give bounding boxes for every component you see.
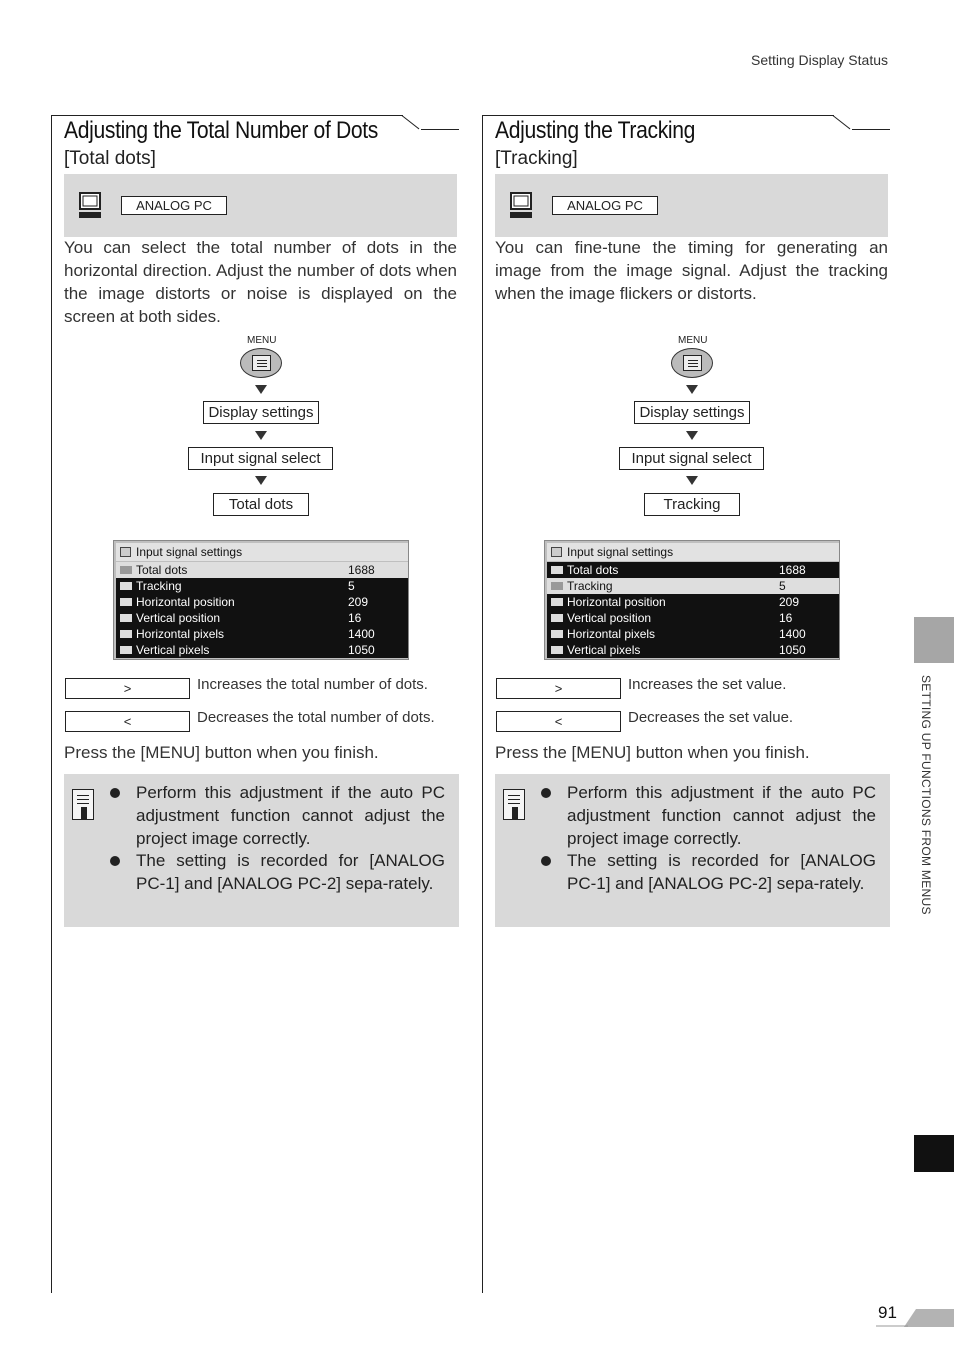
screen-icon [551, 566, 563, 574]
pixels-icon [551, 630, 563, 638]
chapter-tab-black [914, 1135, 954, 1172]
note-item: Perform this adjustment if the auto PC adjustment function cannot adjust the project image correctly. [110, 781, 445, 850]
finish-instruction: Press the [MENU] button when you finish. [64, 743, 379, 762]
flow-step-display-settings: Display settings [634, 401, 750, 424]
osd-input-signal-settings [113, 540, 409, 660]
section-title: Adjusting the Tracking [495, 117, 696, 144]
osd-row-tracking: Tracking 5 [547, 578, 839, 594]
osd-row-horizontal-position: Horizontal position 209 [547, 594, 839, 610]
screen-icon [120, 566, 132, 574]
osd-title: Input signal settings [547, 543, 839, 561]
column-rule [51, 115, 52, 1293]
osd-row-horizontal-pixels: Horizontal pixels 1400 [116, 626, 408, 642]
section-tracking [482, 115, 888, 1293]
menu-button-label: MENU [678, 335, 708, 346]
pixels-icon [551, 646, 563, 654]
osd-row-vertical-position: Vertical position 16 [547, 610, 839, 626]
right-key-button: > [65, 678, 190, 699]
flow-step-total-dots: Total dots [213, 493, 309, 516]
position-icon [551, 598, 563, 606]
osd-row-total-dots: Total dots 1688 [547, 562, 839, 578]
down-arrow-icon [686, 476, 698, 485]
osd-title: Input signal settings [116, 543, 408, 561]
section-description: You can select the total number of dots in the horizontal direction. Adjust the number of dots when the image distorts or noise is displayed on the screen at both sides. [64, 238, 457, 326]
tracking-icon [120, 582, 132, 590]
bullet-icon [110, 788, 120, 798]
computer-icon [509, 192, 533, 219]
right-key-description: Increases the set value. [628, 676, 787, 693]
down-arrow-icon [686, 431, 698, 440]
osd-row-vertical-position: Vertical position 16 [116, 610, 408, 626]
memo-icon [503, 789, 525, 820]
position-icon [120, 598, 132, 606]
analog-pc-badge: ANALOG PC [552, 196, 658, 215]
down-arrow-icon [686, 385, 698, 394]
tracking-icon [551, 582, 563, 590]
memo-icon [72, 789, 94, 820]
title-rule-slant [401, 115, 419, 129]
osd-row-horizontal-position: Horizontal position 209 [116, 594, 408, 610]
down-arrow-icon [255, 385, 267, 394]
osd-row-horizontal-pixels: Horizontal pixels 1400 [547, 626, 839, 642]
left-key-button: < [65, 711, 190, 732]
input-mode-band [495, 174, 888, 237]
page-header-title: Setting Display Status [751, 52, 888, 68]
chapter-tab-gray [914, 617, 954, 663]
right-key-description: Increases the total number of dots. [197, 676, 428, 693]
column-rule [482, 115, 483, 1293]
section-description: You can fine-tune the timing for generating an image from the image signal. Adjust the tracking when the image flickers or distorts. [495, 238, 888, 303]
bullet-icon [541, 856, 551, 866]
osd-input-signal-settings [544, 540, 840, 660]
note-box [64, 774, 459, 927]
flow-step-input-signal-select: Input signal select [619, 447, 764, 470]
section-subtitle: [Total dots] [64, 148, 156, 169]
section-subtitle: [Tracking] [495, 148, 578, 169]
bullet-icon [110, 856, 120, 866]
position-icon [120, 614, 132, 622]
title-rule [51, 115, 403, 116]
input-mode-band [64, 174, 457, 237]
note-item: The setting is recorded for [ANALOG PC-1] and [ANALOG PC-2] sepa-rately. [541, 849, 876, 895]
note-box [495, 774, 890, 927]
osd-row-vertical-pixels: Vertical pixels 1050 [547, 642, 839, 658]
chapter-sidebar-label: SETTING UP FUNCTIONS FROM MENUS [919, 675, 933, 915]
right-key-button: > [496, 678, 621, 699]
title-rule-end [852, 129, 890, 130]
menu-button-icon [240, 348, 282, 378]
analog-pc-badge: ANALOG PC [121, 196, 227, 215]
note-item: Perform this adjustment if the auto PC adjustment function cannot adjust the project image correctly. [541, 781, 876, 850]
down-arrow-icon [255, 476, 267, 485]
pixels-icon [120, 646, 132, 654]
flow-step-display-settings: Display settings [203, 401, 319, 424]
section-title: Adjusting the Total Number of Dots [64, 117, 379, 144]
flow-step-tracking: Tracking [644, 493, 740, 516]
menu-button-icon [671, 348, 713, 378]
page-number: 91 [878, 1303, 897, 1322]
title-rule-slant [832, 115, 850, 129]
position-icon [551, 614, 563, 622]
settings-icon [551, 547, 562, 557]
menu-button-label: MENU [247, 335, 277, 346]
flow-step-input-signal-select: Input signal select [188, 447, 333, 470]
left-key-description: Decreases the total number of dots. [197, 709, 435, 726]
bullet-icon [541, 788, 551, 798]
osd-row-total-dots: Total dots 1688 [116, 562, 408, 578]
down-arrow-icon [255, 431, 267, 440]
osd-row-vertical-pixels: Vertical pixels 1050 [116, 642, 408, 658]
left-key-description: Decreases the set value. [628, 709, 794, 726]
title-rule-end [421, 129, 459, 130]
computer-icon [78, 192, 102, 219]
pixels-icon [120, 630, 132, 638]
osd-row-tracking: Tracking 5 [116, 578, 408, 594]
finish-instruction: Press the [MENU] button when you finish. [495, 743, 810, 762]
note-item: The setting is recorded for [ANALOG PC-1] and [ANALOG PC-2] sepa-rately. [110, 849, 445, 895]
settings-icon [120, 547, 131, 557]
title-rule [482, 115, 834, 116]
left-key-button: < [496, 711, 621, 732]
section-total-dots [51, 115, 457, 1293]
